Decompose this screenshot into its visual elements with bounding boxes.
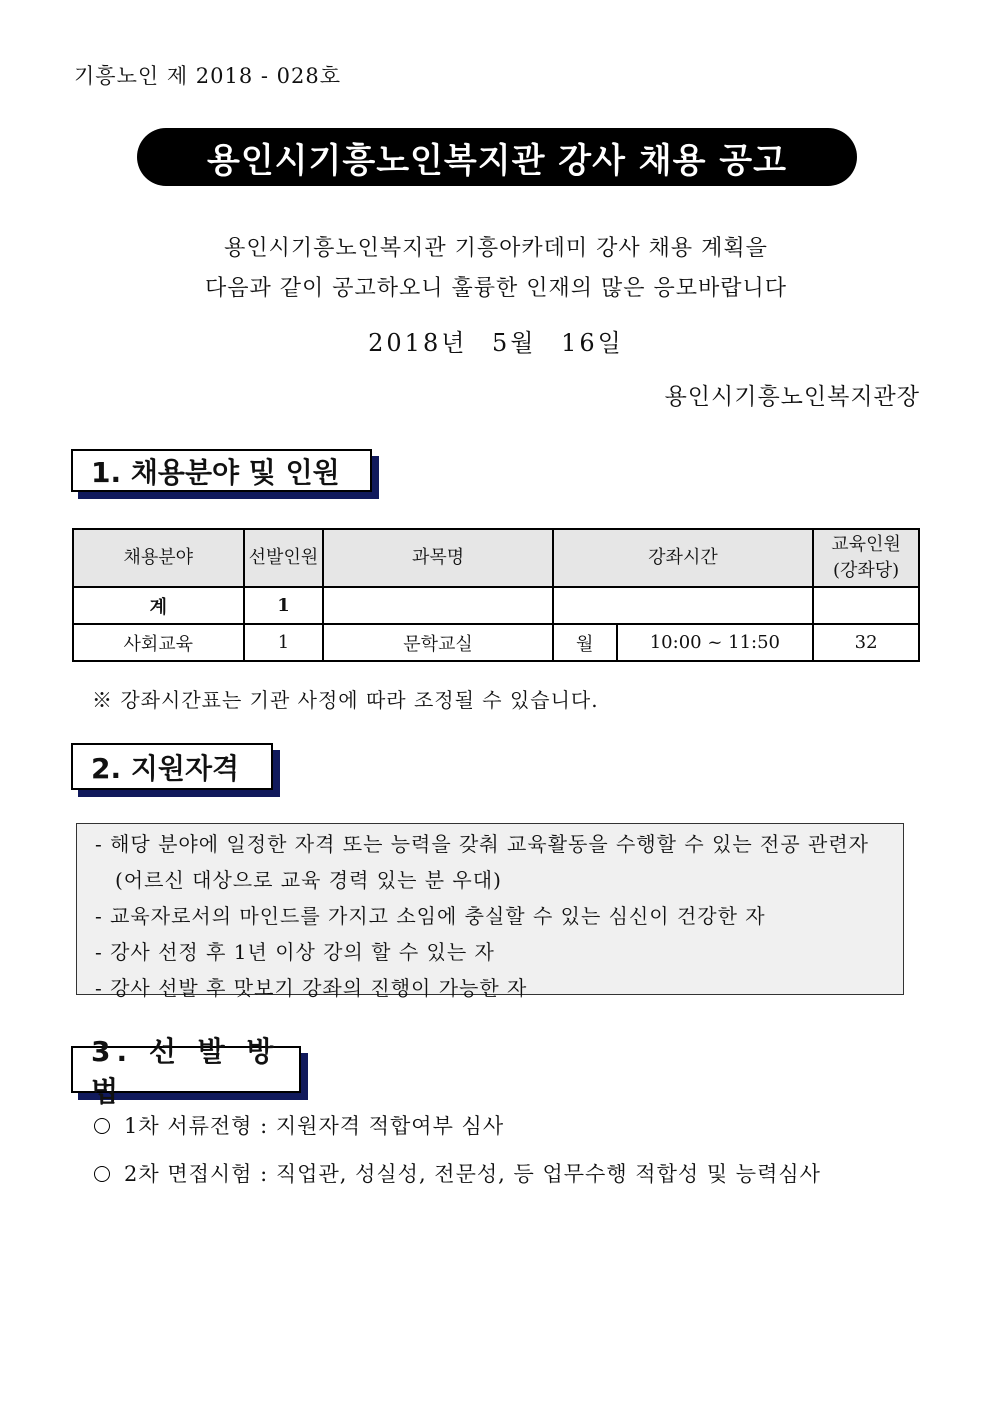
selection-step-text: 1차 서류전형 : 지원자격 적합여부 심사 [124, 1114, 505, 1138]
header-count: 선발인원 [244, 529, 324, 587]
total-capacity [813, 587, 919, 624]
qualification-item: - 강사 선정 후 1년 이상 강의 할 수 있는 자 [95, 940, 495, 964]
row-count: 1 [244, 624, 324, 661]
table-header-row [73, 529, 919, 587]
header-subject: 과목명 [323, 529, 552, 587]
selection-step [94, 1158, 821, 1188]
header-field: 채용분야 [73, 529, 244, 587]
total-time [553, 587, 813, 624]
header-capacity-line1: 교육인원 [831, 534, 901, 555]
total-count: 1 [244, 587, 324, 624]
section-3-heading: 3. 선 발 방 법 [71, 1046, 301, 1093]
row-field: 사회교육 [73, 624, 244, 661]
row-day: 월 [553, 624, 617, 661]
recruitment-table [72, 528, 920, 662]
qualification-item: - 강사 선발 후 맛보기 강좌의 진행이 가능한 자 [95, 976, 528, 1000]
selection-step [94, 1110, 504, 1140]
document-number: 기흥노인 제 2018 - 028호 [74, 64, 342, 88]
intro-line-1: 용인시기흥노인복지관 기흥아카데미 강사 채용 계획을 [224, 236, 768, 261]
schedule-note: ※ 강좌시간표는 기관 사정에 따라 조정될 수 있습니다. [92, 688, 599, 712]
qualification-item: - 교육자로서의 마인드를 가지고 소임에 충실할 수 있는 심신이 건강한 자 [95, 904, 766, 928]
header-capacity-line2: (강좌당) [832, 560, 900, 581]
row-time: 10:00 ~ 11:50 [617, 624, 814, 661]
total-label: 계 [73, 587, 244, 624]
section-1-heading: 1. 채용분야 및 인원 [71, 449, 372, 492]
row-capacity: 32 [813, 624, 919, 661]
circle-bullet-icon [94, 1166, 110, 1182]
intro-line-2: 다음과 같이 공고하오니 훌륭한 인재의 많은 응모바랍니다 [204, 276, 787, 301]
qualification-item: - 해당 분야에 일정한 자격 또는 능력을 갖춰 교육활동을 수행할 수 있는 전공 관련자 [95, 832, 869, 856]
row-subject: 문학교실 [323, 624, 552, 661]
selection-step-text: 2차 면접시험 : 직업관, 성실성, 전문성, 등 업무수행 적합성 및 능력심사 [124, 1162, 821, 1186]
page-title: 용인시기흥노인복지관 강사 채용 공고 [137, 128, 857, 186]
section-2-heading: 2. 지원자격 [71, 743, 273, 790]
total-subject [323, 587, 552, 624]
table-total-row [73, 587, 919, 624]
qualification-item: (어르신 대상으로 교육 경력 있는 분 우대) [115, 868, 502, 892]
header-capacity [813, 529, 919, 587]
table-row [73, 624, 919, 661]
circle-bullet-icon [94, 1118, 110, 1134]
announcement-date: 2018년 5월 16일 [368, 329, 624, 357]
header-time: 강좌시간 [553, 529, 813, 587]
qualifications-box [76, 823, 904, 1000]
signer: 용인시기흥노인복지관장 [664, 384, 920, 410]
